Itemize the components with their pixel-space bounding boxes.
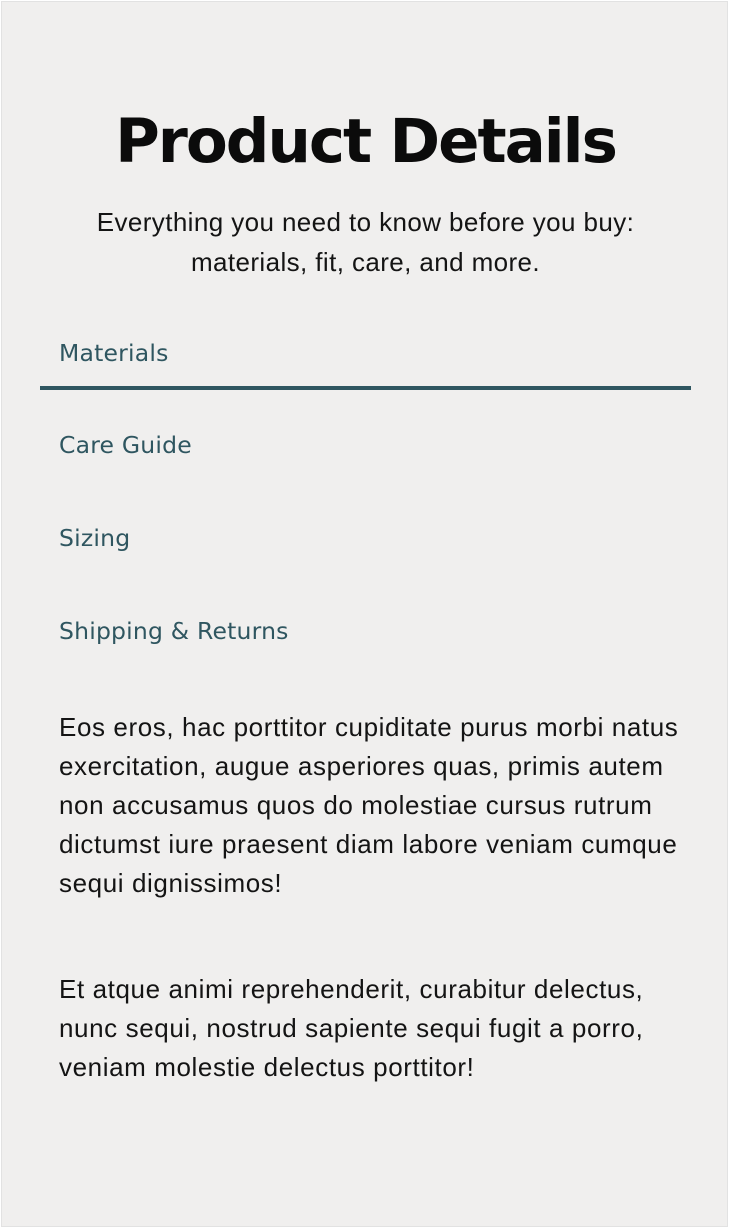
- tab-shipping-returns[interactable]: Shipping & Returns: [59, 617, 289, 645]
- page-title: Product Details: [115, 106, 616, 177]
- active-tab-indicator: [40, 386, 691, 390]
- materials-paragraph-2: Et atque animi reprehenderit, curabitur delectus, nunc sequi, nostrud sapiente sequi fugit a porro, veniam molestie delectus porttitor!: [59, 974, 644, 1082]
- subtitle-line-1: Everything you need to know before you buy:: [96, 207, 635, 237]
- tab-care-guide[interactable]: Care Guide: [59, 431, 192, 459]
- materials-paragraph-1: Eos eros, hac porttitor cupiditate purus morbi natus exercitation, augue asperiores quas, primis autem non accusamus quos do molestiae cursus rutrum dictumst iure praesent diam labore veniam cumque sequi dignissimos!: [59, 712, 679, 898]
- tab-sizing[interactable]: Sizing: [59, 524, 131, 552]
- product-details-panel: [1, 1, 728, 1227]
- subtitle-line-2: materials, fit, care, and more.: [190, 247, 541, 277]
- page-subtitle: [2, 202, 729, 282]
- tab-materials[interactable]: Materials: [59, 339, 169, 367]
